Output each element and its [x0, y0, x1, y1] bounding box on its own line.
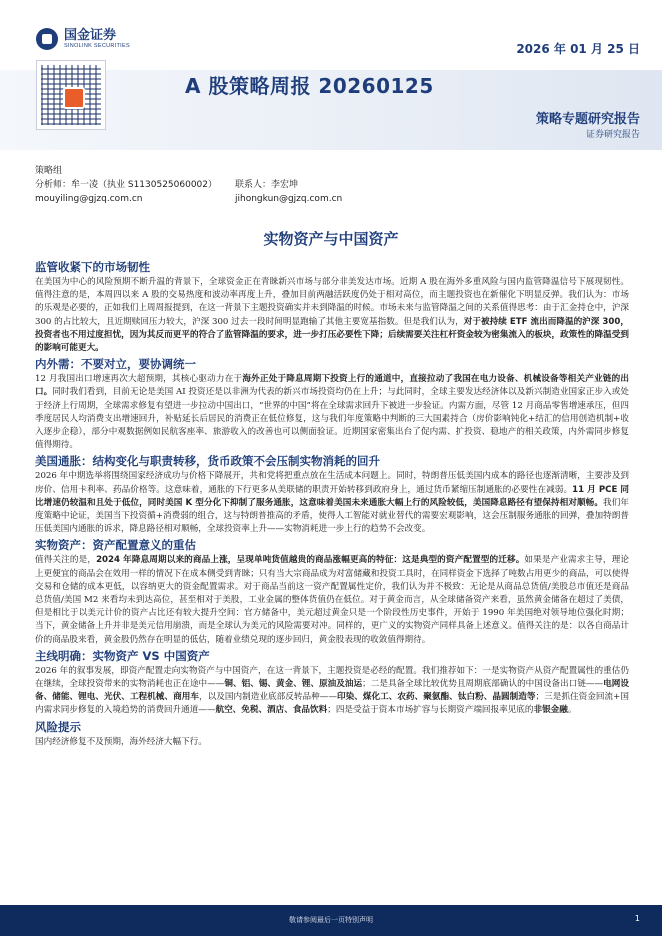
- analyst-name: 分析师：牟一凌（执业 S1130525060002）: [35, 180, 218, 190]
- analyst-email[interactable]: mouyiling@gjzq.com.cn: [35, 194, 143, 204]
- section-title: 内外需：不要对立，要协调统一: [35, 357, 196, 372]
- report-body: [35, 258, 629, 749]
- section-paragraph: 12 月我国出口增速再次大超预期，其核心驱动力在于海外正处于降息周期下投资上行的通道中，直接拉动了我国在电力设备、机械设备等相关产业链的出口。同时我们看到，目前无论是美国 AI 投资还是以非洲为代表的新兴市场投资均仍在上升；与此同时，全球主要发达经济体以及新兴制造业国家正步入或处于经济上行周期，全球需求修复有望进一步拉动中国出口，“世界的中国”将在全球需求回升下被进一步验证。内需方面，尽管 12 月商品零售增速承压，但四季度居民人均消费支出增速回升，补贴延长后居民的消费正在低位修复，这与我们年度策略中判断的三大国素持合（房价影响钝化+结汇的信用创造机制+收入逐步企稳），部分中观数据例如民航客座率、旅游收入的改善也可以侧面验证。近期国家密集出台了促内需、扩投资、稳地产的相关政策，内外需同步修复值得期待。: [35, 374, 629, 451]
- page-number: 1: [634, 914, 640, 923]
- section-title: 风险提示: [35, 719, 81, 734]
- author-block: [35, 164, 342, 206]
- page-footer: [0, 905, 662, 936]
- section-paragraph: 在美国为中心的风险预期不断升温的背景下，全球资金正在青睐新兴市场与部分非美发达市场。近期 A 股在海外多重风险与国内监管降温信号下展现韧性。值得注意的是，本周四以来 A 股的交易热度和波动率再度上升，叠加目前两融活跃度仍处于相对高位，而主题投资也在新催化下明显反弹。我们认为：市场的乐观是必要的，正如我们上周周报提到，在这一背景下主题投资确实并未到降温的时候。市场未来与监管降温之间的关系值得思考：由于汇金持仓中，沪深 300 的占比较大，且近期赎回压力较大，沪深 300 过去一段时间明显跑输了其他主要宽基指数。但是我们认为，对于被持续 ETF 流出而降温的沪深 300，投资者也不用过度担忧，因为其反而更平的符合了监管降温的要求，进一步打压必要性下降；后续需要关注杠杆资金较为密集流入的板块，政策性的降温受到的影响可能更大。: [35, 277, 629, 354]
- qr-code: [36, 60, 106, 130]
- header-band: [0, 0, 662, 150]
- report-title: A 股策略周报 20260125: [185, 74, 434, 98]
- report-subtype: 证券研究报告: [585, 130, 640, 140]
- logo-name-en: SINOLINK SECURITIES: [64, 42, 130, 49]
- logo-mark-icon: [36, 28, 58, 50]
- contact-email[interactable]: jihongkun@gjzq.com.cn: [235, 194, 343, 204]
- section-paragraph: 2026 年中期选举将围绕国家经济成功与价格下降展开，共和党将把重点放在生活成本问题上。同时，特朗普压低美国内成本的路径也逐渐清晰，主要涉及到房价、信用卡利率、药品价格等。这意味着，通胀的下行更多从美联储的职责开始转移到政府身上，通过货币紧缩压制通胀的必要性在减弱。11 月 PCE 同比增速仍较温和且处于低位，同时美国 K 型分化下抑制了服务通胀，这意味着美国未来通胀大幅上行的风险较低，美国降息路径有望保持相对顺畅。我们年度策略中论证，美国当下投资循+消费弱的组合，这与特朗普推高的矛盾，使得人工智能对就业替代的需要宏观影响，这会压制服务通胀的回弹，叠加特朗普压低美国内通胀的诉求，降息路径相对顺畅，全球投资率上升——实物消耗进一步上行的趋势不会改变。: [35, 471, 629, 535]
- logo-name-cn: 国金证券: [64, 27, 117, 43]
- report-date: 2026 年 01 月 25 日: [516, 42, 640, 56]
- section-title: 美国通胀：结构变化与职责转移，货币政策不会压制实物消耗的回升: [35, 454, 380, 469]
- page-heading: 实物资产与中国资产: [263, 230, 399, 248]
- section-title: 实物资产：资产配置意义的重估: [35, 538, 196, 553]
- section-title: 监管收紧下的市场韧性: [35, 260, 150, 274]
- section-title: 主线明确：实物资产 VS 中国资产: [35, 648, 210, 663]
- section-paragraph: 国内经济修复不及预期，海外经济大幅下行。: [35, 736, 207, 747]
- section-paragraph: 2026 年的叙事发展，即资产配置走向实物资产与中国资产，在这一背景下，主题投资是必经的配置。我们推荐如下：一是实物资产从资产配置属性的重估仍在继续，全球投资带来的实物消耗也正在途中——铜、铝、锡、黄金、锂、原油及油运；二是具备全球比较优势且周期底部确认的中国设备出口链——电网设备、储能、锂电、光伏、工程机械、商用车，以及国内制造业底部反转品种——印染、煤化工、农药、聚氨酯、钛白粉、晶圆制造等；三是抓住资金回流+国内需求同步修复的入境趋势的消费回升通道——航空、免税、酒店、食品饮料；四是受益于资本市场扩容与长期资产端回报率见底的非银金融。: [35, 665, 629, 716]
- section-paragraph: 值得关注的是，2024 年降息周期以来的商品上涨，呈现单吨货值越贵的商品涨幅更高的特征：这是典型的资产配置型的迁移。如果是产业需求主导，理论上更便宜的商品会在效用一样的情况下在成本侧受到青睐；只有当大宗商品成为对富储藏和投资工具时，在同样资金下选择了吨数占用更少的商品，可以使得交易和仓储的成本更低，以容纳更大的资金配置需求。对于商品当前这一资产配置属性定价，我们认为并不极致：无论是从商品总货值/美股总市值还是商品总货值/美国 M2 来看均未到达高位，甚至相对于美股，工业金属的整体货值仍在低位。对于黄金而言，从全球储备资产来看，虽然黄金储备在超过了美债，但是相比于以美元计价的资产占比还有较大提升空间：官方储备中，美元超过黄金只是一个阶段性历史事件，开始于 1990 年美国绝对领导地位强化时期；当下，黄金储备上升并非是美元信用崩溃，而是全球认为美元的风险需要对冲。同样的，更广义的实物资产同样具备上述意义。值得关注的是：以各自商品计价的商品股来看，黄金股仍然存在明显的低估，随着业绩兑现的逐步回归，黄金股表现的收敛值得期待。: [35, 555, 629, 645]
- qr-center-logo-icon: [63, 87, 85, 109]
- company-logo: [36, 28, 130, 50]
- author-group: 策略组: [35, 166, 63, 176]
- footer-disclaimer: 敬请参阅最后一页特别声明: [289, 916, 373, 924]
- report-type: 策略专题研究报告: [535, 112, 640, 127]
- contact-name: 联系人：李宏坤: [235, 180, 299, 190]
